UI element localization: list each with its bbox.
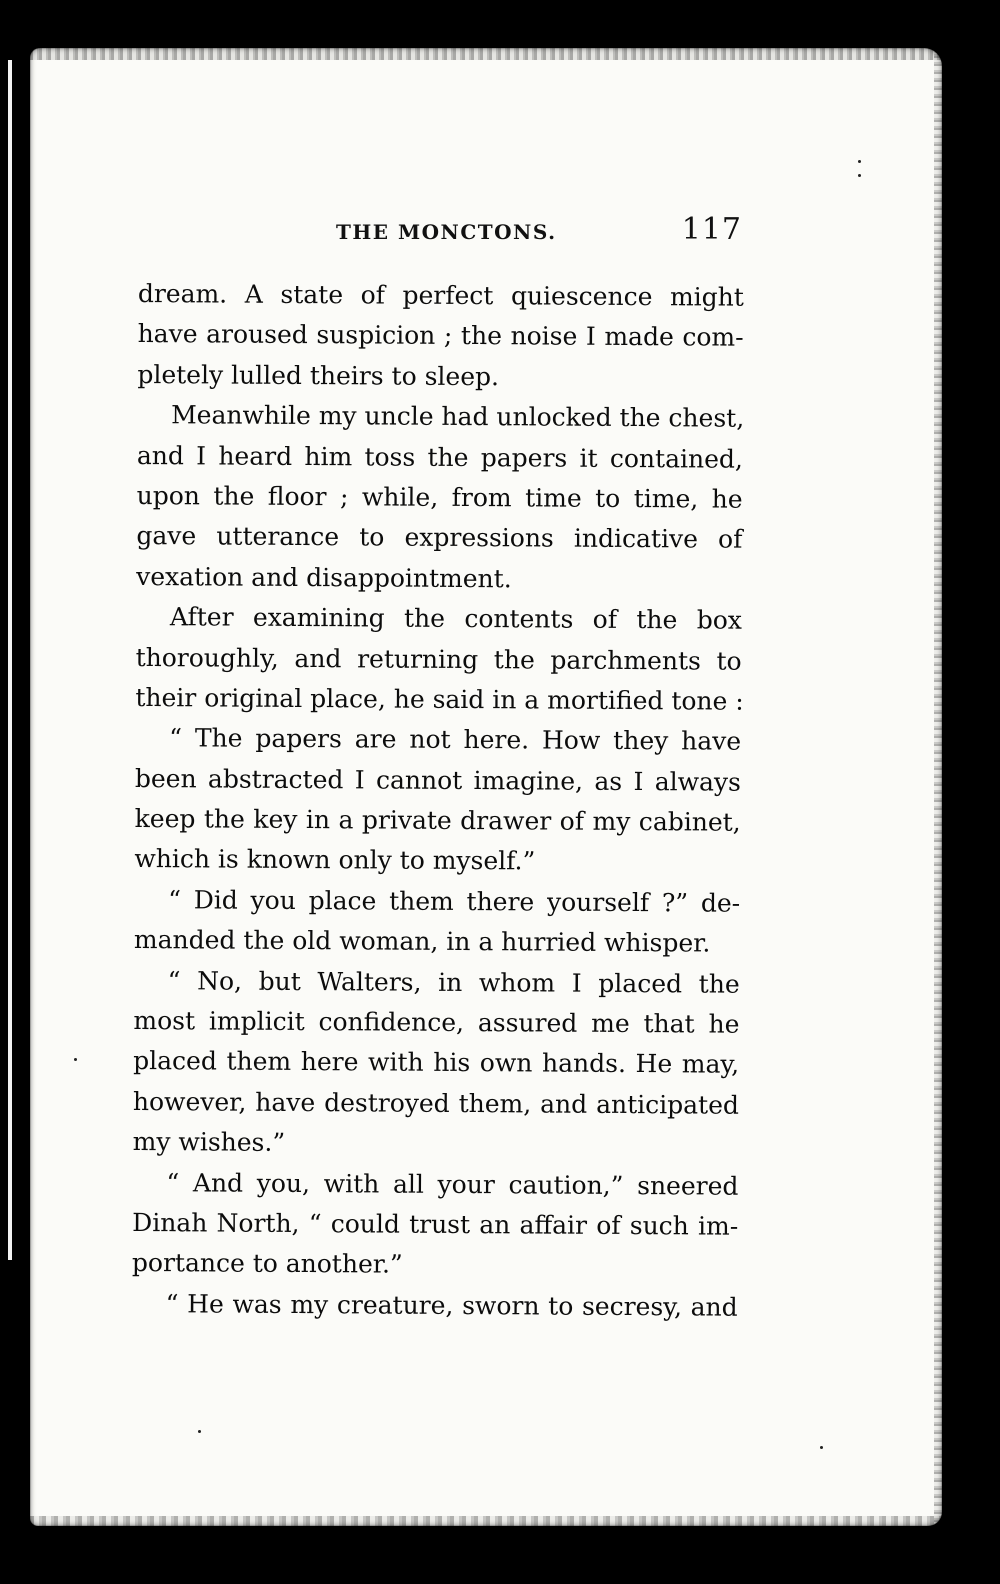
paper-speck [198, 1430, 201, 1433]
text-line: portance to another.” [131, 1248, 403, 1280]
text-line: dream. A state of perfect quiescence might [137, 278, 744, 312]
text-line: After examining the contents of the box [169, 602, 742, 635]
binding-highlight [8, 60, 12, 1260]
page-number: 117 [681, 212, 742, 247]
text-line: and I heard him toss the papers it contained, [136, 440, 743, 474]
text-line: upon the floor ; while, from time to time, he [136, 480, 743, 514]
text-line: “ The papers are not here. How they have [169, 723, 742, 756]
binding-edge [0, 0, 30, 1584]
text-line: most implicit confidence, assured me that he [133, 1006, 740, 1039]
text-line: Dinah North, “ could trust an affair of such im- [132, 1207, 739, 1241]
text-line: gave utterance to expressions indicative of [136, 521, 743, 555]
text-line: thoroughly, and returning the parchments to [135, 642, 742, 676]
running-head: THE MONCTONS. [336, 220, 557, 244]
paper-speck [858, 174, 861, 177]
paper-speck [74, 1058, 77, 1061]
text-line: have aroused suspicion ; the noise I made com- [137, 319, 744, 353]
page-header [138, 212, 742, 252]
text-line: Meanwhile my uncle had unlocked the chest, [171, 400, 745, 433]
body-text [132, 274, 744, 1328]
text-line: “ And you, with all your caution,” sneered [166, 1167, 739, 1201]
text-line: my wishes.” [132, 1127, 286, 1158]
paper-speck [820, 1446, 823, 1449]
text-line: keep the key in a private drawer of my cabinet, [134, 804, 741, 837]
text-line: however, have destroyed them, and anticipated [132, 1086, 740, 1120]
text-line: manded the old woman, in a hurried whisper. [133, 925, 711, 958]
text-line: which is known only to myself.” [134, 844, 536, 876]
text-line: vexation and disappointment. [136, 561, 512, 594]
text-line: “ No, but Walters, in whom I placed the [167, 965, 740, 999]
page-edge-right [934, 48, 948, 1526]
text-line: been abstracted I cannot imagine, as I always [134, 763, 741, 797]
text-line: “ Did you place them there yourself ?” de- [168, 885, 741, 918]
text-line: “ He was my creature, sworn to secresy, and [165, 1288, 738, 1322]
text-line: placed them here with his own hands. He may, [133, 1046, 740, 1080]
paper-speck [858, 160, 861, 163]
text-line: their original place, he said in a mortified tone : [135, 682, 744, 716]
text-line: pletely lulled theirs to sleep. [137, 359, 500, 391]
